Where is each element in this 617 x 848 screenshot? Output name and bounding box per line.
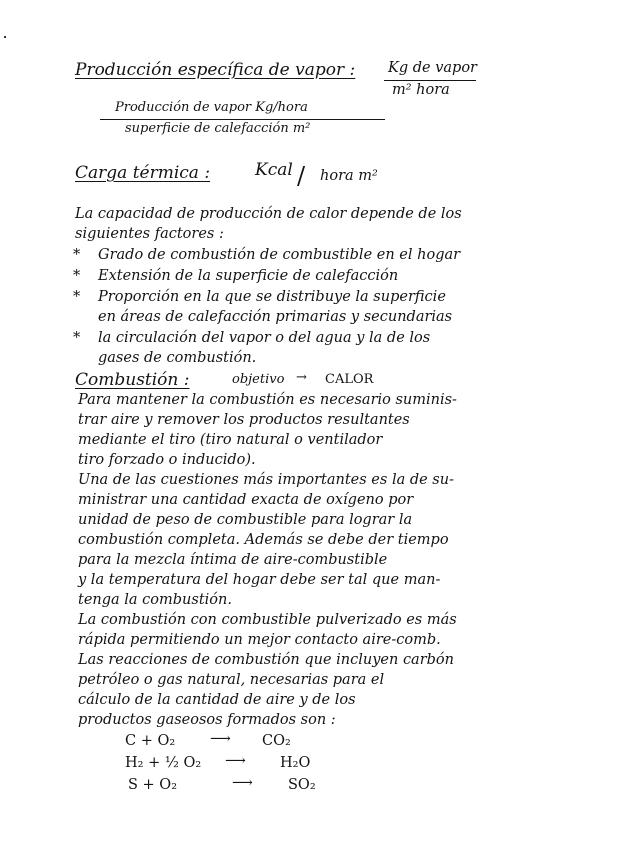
combustion-text-line: y la temperatura del hogar debe ser tal que man-: [78, 572, 441, 588]
reaction-lhs: H₂ + ½ O₂: [125, 755, 202, 771]
reaction-lhs: C + O₂: [125, 733, 176, 749]
specific-production-label: Producción específica de vapor :: [75, 60, 356, 80]
combustion-text-line: mediante el tiro (tiro natural o ventilador: [78, 432, 383, 448]
combustion-text-line: tenga la combustión.: [78, 592, 232, 608]
capacity-line-1: La capacidad de producción de calor depende de los: [75, 206, 462, 222]
factor-item: Grado de combustión de combustible en el hogar: [98, 247, 461, 263]
reaction-lhs: S + O₂: [128, 777, 178, 793]
combustion-text-line: rápida permitiendo un mejor contacto aire-comb.: [78, 632, 441, 648]
reaction-arrow-icon: ⟶: [225, 753, 246, 769]
combustion-text-line: petróleo o gas natural, necesarias para el: [78, 672, 385, 688]
combustion-text-line: tiro forzado o inducido).: [78, 452, 256, 468]
combustion-heading: Combustión :: [75, 370, 190, 390]
reaction-rhs: SO₂: [288, 777, 316, 793]
combustion-text-line: Para mantener la combustión es necesario suminis-: [78, 392, 457, 408]
capacity-line-2: siguientes factores :: [75, 226, 224, 242]
arrow-icon: →: [296, 370, 307, 385]
combustion-target: CALOR: [325, 372, 374, 387]
reaction-arrow-icon: ⟶: [210, 731, 231, 747]
scan-speck: [4, 36, 6, 38]
bullet-asterisk-4: *: [73, 330, 81, 346]
combustion-text-line: combustión completa. Además se debe der tiempo: [78, 532, 449, 548]
unit-denominator: m² hora: [392, 82, 450, 98]
combustion-text-line: productos gaseosos formados son :: [78, 712, 336, 728]
formula-denominator: superficie de calefacción m²: [125, 121, 311, 136]
bullet-asterisk-2: *: [73, 268, 81, 284]
factor-item: Proporción en la que se distribuye la superficie: [98, 289, 446, 305]
factor-item-continuation: en áreas de calefacción primarias y secundarias: [98, 309, 453, 325]
reaction-rhs: H₂O: [280, 755, 311, 771]
combustion-text-line: Las reacciones de combustión que incluyen carbón: [78, 652, 454, 668]
combustion-text-line: ministrar una cantidad exacta de oxígeno por: [78, 492, 414, 508]
combustion-text-line: La combustión con combustible pulverizado es más: [78, 612, 457, 628]
factor-item: la circulación del vapor o del agua y la de los: [98, 330, 431, 346]
factor-item-continuation: gases de combustión.: [98, 350, 257, 366]
formula-fraction-bar: [100, 119, 385, 120]
thermal-load-label: Carga térmica :: [75, 163, 211, 183]
combustion-text-line: para la mezcla íntima de aire-combustible: [78, 552, 388, 568]
thermal-unit-kcal: Kcal: [255, 160, 293, 180]
bullet-asterisk-3: *: [73, 289, 81, 305]
combustion-text-line: trar aire y remover los productos resultantes: [78, 412, 410, 428]
combustion-text-line: unidad de peso de combustible para lograr la: [78, 512, 413, 528]
formula-numerator: Producción de vapor Kg/hora: [115, 100, 308, 115]
bullet-asterisk-1: *: [73, 247, 81, 263]
unit-fraction-bar: [384, 80, 476, 81]
combustion-text-line: Una de las cuestiones más importantes es la de su-: [78, 472, 454, 488]
reaction-arrow-icon: ⟶: [232, 775, 253, 791]
combustion-objective: objetivo: [232, 372, 285, 387]
reaction-rhs: CO₂: [262, 733, 291, 749]
combustion-text-line: cálculo de la cantidad de aire y de los: [78, 692, 356, 708]
thermal-unit-slash: /: [297, 162, 306, 190]
unit-numerator: Kg de vapor: [388, 60, 477, 76]
thermal-unit-hora: hora m²: [320, 168, 378, 184]
factor-item: Extensión de la superficie de calefacción: [98, 268, 399, 284]
